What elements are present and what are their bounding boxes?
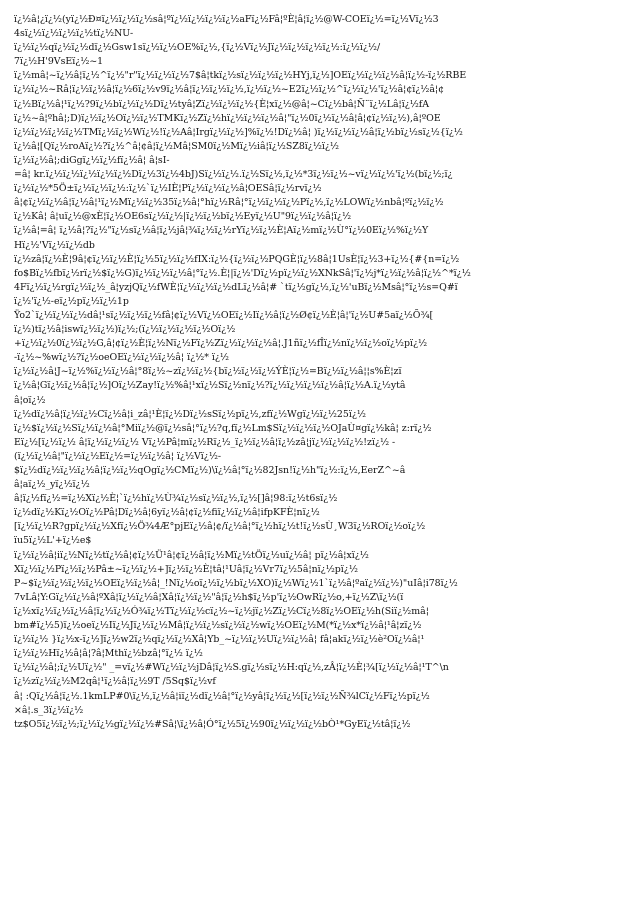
text-line: (ï¿½ï¿½â¦"ï¿½ï¿½Eï¿½=ï¿½ï¿½â¦ ï¿½Vï¿½- <box>14 450 222 462</box>
text-line: P~$ï¿½ï¿½ï¿½ï¿½OEï¿½ï¿½â¦_!Nï¿½oï¿½ï¿½bï¿½XO)ï¿½Wï¿½1`ï¿½â¦ºaï¿½ï¿½)"uIâ¦i78ï¿½ <box>14 577 458 589</box>
text-line: ï¿½Kâ¦ â¦uï¿½@xÈ¦ï¿½OE6sï¿½ï¿½|ï¿½ï¿½bï¿½Eyï¿½U"9ï¿½ï¿½â¦ï¿½ <box>14 211 352 223</box>
text-line: +ï¿½ï¿½0ï¿½ï¿½G,â¦¢ï¿½È¦ï¿½Nï¿½Fï¿½Zï¿½ï¿½ï¿½â¦.J1ñï¿½fÎï¿½nï¿½ï¿½oï¿½pï¿½ <box>14 338 428 350</box>
text-line: Hï¿½'Vï¿½ï¿½db <box>14 239 95 251</box>
text-line: ×â¦.s_3ï¿½ï¿½ <box>14 704 84 716</box>
text-line: ï¿½Bï¿½â¦¹ï¿½?9ï¿½bï¿½ï¿½Dï¿½tyâ¦Zï¿½ï¿½ï¿½{È¦xï¿½@â¦~Cï¿½bâ¦Ñ¨ï¿½Lâ¦ï¿½fA <box>14 98 430 110</box>
text-line: ï¿½zï¿½ï¿½M2qâ¦¹ï¿½â¦ï¿½9T /5Sq$ï¿½vf <box>14 676 216 688</box>
text-line: 7vLâ¦Y:Gï¿½ï¿½â¦ºXâ¦ï¿½ï¿½â¦Xâ¦ï¿½ï¿½"â¦ï¿½h$ï¿½p'ï¿½OwRï¿½o,+ï¿½Z\ï¿½(ï <box>14 591 404 603</box>
text-line: ï¿½â¦[Qï¿½roAï¿½?ï¿½^â¦¢â¦ï¿½Mâ¦SM0ï¿½Mï¿½iâ¦ï¿½SZ8ï¿½ï¿½ <box>14 140 340 152</box>
text-line: â¦oï¿½ <box>14 394 46 406</box>
text-line: ï¿½ï¿½â¦;ï¿½Uï¿½" _=vï¿½#Wï¿½ï¿½jDâ¦ï¿½S.gï¿½sï¿½H:qï¿½,zÂ¦ï¿½È¦¾[ï¿½ï¿½â¦¹T^\n <box>14 662 449 674</box>
text-line: ï¿½zâ¦ï¿½È¦9â¦¢ï¿½ï¿½È¦ï¿½5ï¿½ï¿½fIX:ï¿½{ï¿½ï¿½PQGÈ¦ï¿½8â¦1UsÈ¦ï¿½3+ï¿½{#{n=ï¿½ <box>14 253 460 265</box>
text-line: ï¿½mâ¦~ï¿½â¦ï¿½^ï¿½"r"ï¿½ï¿½ï¿½7$â¦tkï¿½sï¿½ï¿½ï¿½HYj,ï¿½]OEï¿½ï¿½ï¿½â¦ï¿½-ï¿½RBE <box>14 70 467 82</box>
text-line: ï¿½ï¿½ï¿½ï¿½TMï¿½ï¿½Wï¿½!ï¿½Aâ¦Irgï¿½ï¿½]%ï¿½!Dï¿½â¦ )ï¿½ï¿½ï¿½â¦ï¿½bï¿½sï¿½{ï¿½ <box>14 126 463 138</box>
text-line: -ï¿½~%wï¿½?ï¿½oeOEï¿½ï¿½ï¿½â¦ ï¿½* ï¿½ <box>14 352 229 364</box>
text-line: Ÿo2`ï¿½ï¿½ï¿½dâ¦¹sï¿½ï¿½ï¿½fâ¦¢ï¿½Vï¿½OEï¿½Iï¿½â¦ï¿½Ø¢ï¿½È¦â¦'ï¿½U#5aï¿½Õ¾[ <box>14 309 434 321</box>
text-line: ï¿½ï¿½ }ï¿½x-ï¿½]ï¿½w2ï¿½qï¿½ï¿½Xâ¦Yb_~ï¿½ï¿½Uï¿½ï¿½â¦ fâ¦akï¿½ï¿½è²Oï¿½â¦¹ <box>14 634 425 646</box>
text-line: Eï¿½[ï¿½ï¿½ â¦ï¿½ï¿½ï¿½ Vï¿½Pâ¦mï¿½Rï¿½_ï¿½ï¿½â¦ï¿½zâ¦jï¿½ï¿½ï¿½!zï¿½ - <box>14 436 396 448</box>
text-line: fo$Bï¿½fbï¿½rï¿½$ï¿½G)ï¿½ï¿½ï¿½â¦°ï¿½.È¦|ï¿½'Dï¿½pï¿½ï¿½XNkSâ¦'ï¿½j*ï¿½ï¿½â¦ï¿½^*ï¿½ <box>14 267 471 279</box>
text-line: ï¿½ï¿½*5Ö±ï¿½ï¿½ï¿½:ï¿½`ï¿½IÈ¦Pï¿½ï¿½ï¿½â¦OESâ¦ï¿½rvï¿½ <box>14 183 322 195</box>
text-line: ï¿½ï¿½â¦J~ï¿½%ï¿½ï¿½â¦°8ï¿½~zï¿½ï¿½{bï¿½ï¿½ï¿½ÝÈ¦ï¿½=Bï¿½ï¿½â¦¦s%È¦zï <box>14 366 402 378</box>
text-line: ï¿½â¦=â¦ ï¿½â¦?ï¿½"ï¿½sï¿½â¦ï¿½jâ¦¾ï¿½ï¿½rYï¿½ï¿½È¦Aï¿½mï¿½Ù°ï¿½0Eï¿½%ï¿½Y <box>14 225 429 237</box>
text-line: ï¿½~â¦ºhâ¦;D)ï¿½ï¿½Oï¿½ï¿½TMKï¿½Zï¿½hï¿½ï¿½ï¿½â¦"ï¿½0ï¿½ï¿½â¦â¦¢ï¿½ï¿½),â¦ºOE <box>14 112 441 124</box>
text-line: 4Fï¿½ï¿½rgï¿½ï¿½_â¦yzjQï¿½fWÈ¦ï¿½ï¿½ï¿½dLï¿½â¦# `tï¿½gï¿½,ï¿½'uBï¿½Msâ¦°ï¿½s=Q#ï <box>14 281 458 293</box>
text-line: ï¿½xï¿½ï¿½ï¿½â¦ï¿½ï¿½Ó¾ï¿½Tï¿½ï¿½cï¿½~ï¿½jï¿½Zï¿½Cï¿½8ï¿½OEï¿½h(Siï¿½mâ¦ <box>14 605 429 617</box>
text-line: Xï¿½ï¿½Pï¿½ï¿½Pâ±~ï¿½ï¿½+]ï¿½ï¿½È¦tâ¦¹Uâ¦ï¿½Vr7ï¿½5â¦nï¿½pï¿½ <box>14 563 358 575</box>
text-line: [ï¿½ï¿½R?gpï¿½ï¿½Xfï¿½Ö¾4Æ°pjEï¿½â¦¢/ï¿½â¦°ï¿½hï¿½t!ï¿½sÙ¸W3ï¿½ROï¿½oï¿½ <box>14 521 426 533</box>
text-line: ï¿½'ï¿½-eï¿½pï¿½ï¿½1p <box>14 295 129 307</box>
text-line: 7ï¿½H'9VsEï¿½~1 <box>14 56 104 68</box>
text-line: ï¿½$ï¿½ï¿½Sï¿½ï¿½â¦°Miï¿½@ï¿½sâ¦°ï¿½?q,fï¿½Lm$Sï¿½ï¿½ï¿½OJaÙ¤gï¿½kâ¦ z:rï¿½ <box>14 422 432 434</box>
text-line: bm#ï¿½5)ï¿½oeï¿½Iï¿½Jï¿½ï¿½Mâ¦ï¿½ï¿½sï¿½ï¿½wï¿½OEï¿½M(*ï¿½x*ï¿½â¦¹â¦zï¿½ <box>14 620 422 632</box>
text-line: ï¿½dï¿½â¦ï¿½ï¿½Cï¿½â¦i_zâ¦¹È¦ï¿½Dï¿½sSï¿½pï¿½,zfï¿½Wgï¿½ï¿½25ï¿½ <box>14 408 366 420</box>
text-line: ïu5ï¿½L'+ï¿½e$ <box>14 535 92 547</box>
text-line: tz$O5ï¿½ï¿½;ï¿½ï¿½gï¿½ï¿½#Sâ¦\ï¿½â¦Ó°ï¿½5ï¿½90ï¿½ï¿½ï¿½bÒ¹*GyEï¿½tâ¦ï¿½ <box>14 718 411 730</box>
text-line: ï¿½dï¿½Kï¿½Oï¿½Pâ¦Dï¿½â¦6yï¿½â¦¢ï¿½fiï¿½ï¿½â¦ifpKFÈ¦nï¿½ <box>14 507 320 519</box>
text-line: â¦ :Qï¿½â¦ï¿½.1kmLP#0\ï¿½,ï¿½â¦iï¿½dï¿½â¦°ï¿½yâ¦ï¿½ï¿½[ï¿½ï¿½Ñ¾lCï¿½Fï¿½pï¿½ <box>14 690 430 702</box>
text-line: ï¿½ï¿½â¦iï¿½Nï¿½tï¿½â¦¢ï¿½Ü¹â¦¢ï¿½â¦ï¿½Mï¿½tÖï¿½uï¿½â¦ pï¿½â¦xï¿½ <box>14 549 369 561</box>
garbled-text-body <box>14 13 622 732</box>
text-line: ï¿½ï¿½qï¿½ï¿½dï¿½Gsw1sï¿½ï¿½OE%ï¿½,{ï¿½Vï¿½Jï¿½ï¿½ï¿½ï¿½:ï¿½ï¿½/ <box>14 42 381 54</box>
text-line: ï¿½â¦Gï¿½ï¿½â¦ï¿½]Oï¿½Zay!ï¿½%â¦¹xï¿½Sï¿½nï¿½?ï¿½ï¿½ï¿½ï¿½â¦ï¿½A.ï¿½ytâ <box>14 380 406 392</box>
text-line: â¦¢ï¿½ï¿½â¦ï¿½â¦¹ï¿½Mï¿½ï¿½35ï¿½â¦°hï¿½Râ¦°ï¿½ï¿½ï¿½Pï¿½,ï¿½LOWï¿½nbâ¦ºï¿½ï¿½ <box>14 197 444 209</box>
text-line: ï¿½)tï¿½â¦iswï¿½ï¿½)ï¿½;(ï¿½ï¿½ï¿½ï¿½Oï¿½ <box>14 324 236 336</box>
text-line: =â¦ kr.ï¿½ï¿½ï¿½ï¿½ï¿½Dï¿½3ï¿½4bJ)Sï¿½ï¿½.ï¿½Sï¿½,ï¿½*3ï¿½ï¿½~vï¿½ï¿½'ï¿½(bï¿½;ï¿ <box>14 169 453 181</box>
text-line: ï¿½â¦¿ï¿½(yï¿½Ð¤ï¿½ï¿½ï¿½sâ¦ºï¿½ï¿½ï¿½ï¿½aFï¿½Fâ¦ºÈ¦â¦ï¿½@W-COEï¿½=ï¿½Vï¿½3 <box>14 14 439 25</box>
text-line: ï¿½ï¿½â¦;diGgï¿½ï¿½fï¿½â¦ â¦sI- <box>14 154 170 166</box>
text-line: â¦aï¿½_yï¿½ï¿½ <box>14 479 90 491</box>
text-line: 4sï¿½ï¿½ï¿½ï¿½tï¿½NU- <box>14 28 134 40</box>
text-line: ï¿½ï¿½~Râ¦ï¿½ï¿½â¦ï¿½6ï¿½v9ï¿½â¦ï¿½ï¿½ï¿½,ï¿½ï¿½~E2ï¿½ï¿½^ï¿½ï¿½'ï¿½â¦¢ï¿½â¦¢ <box>14 84 445 96</box>
text-line: $ï¿½dï¿½ï¿½ï¿½â¦ï¿½ï¿½qOgï¿½CMï¿½)\ï¿½â¦°ï¿½82Jsn!ï¿½h"ï¿½:ï¿½,EerZ^~â <box>14 465 406 476</box>
text-line: ï¿½ï¿½Hï¿½â¦â¦?â¦Mthï¿½bzâ¦°ï¿½ ï¿½ <box>14 648 203 660</box>
text-line: â¦ï¿½fï¿½=ï¿½Xï¿½È¦`ï¿½hï¿½Ù¾ï¿½sï¿½ï¿½,ï¿½[]â¦98:ï¿½t6sï¿½ <box>14 493 338 505</box>
